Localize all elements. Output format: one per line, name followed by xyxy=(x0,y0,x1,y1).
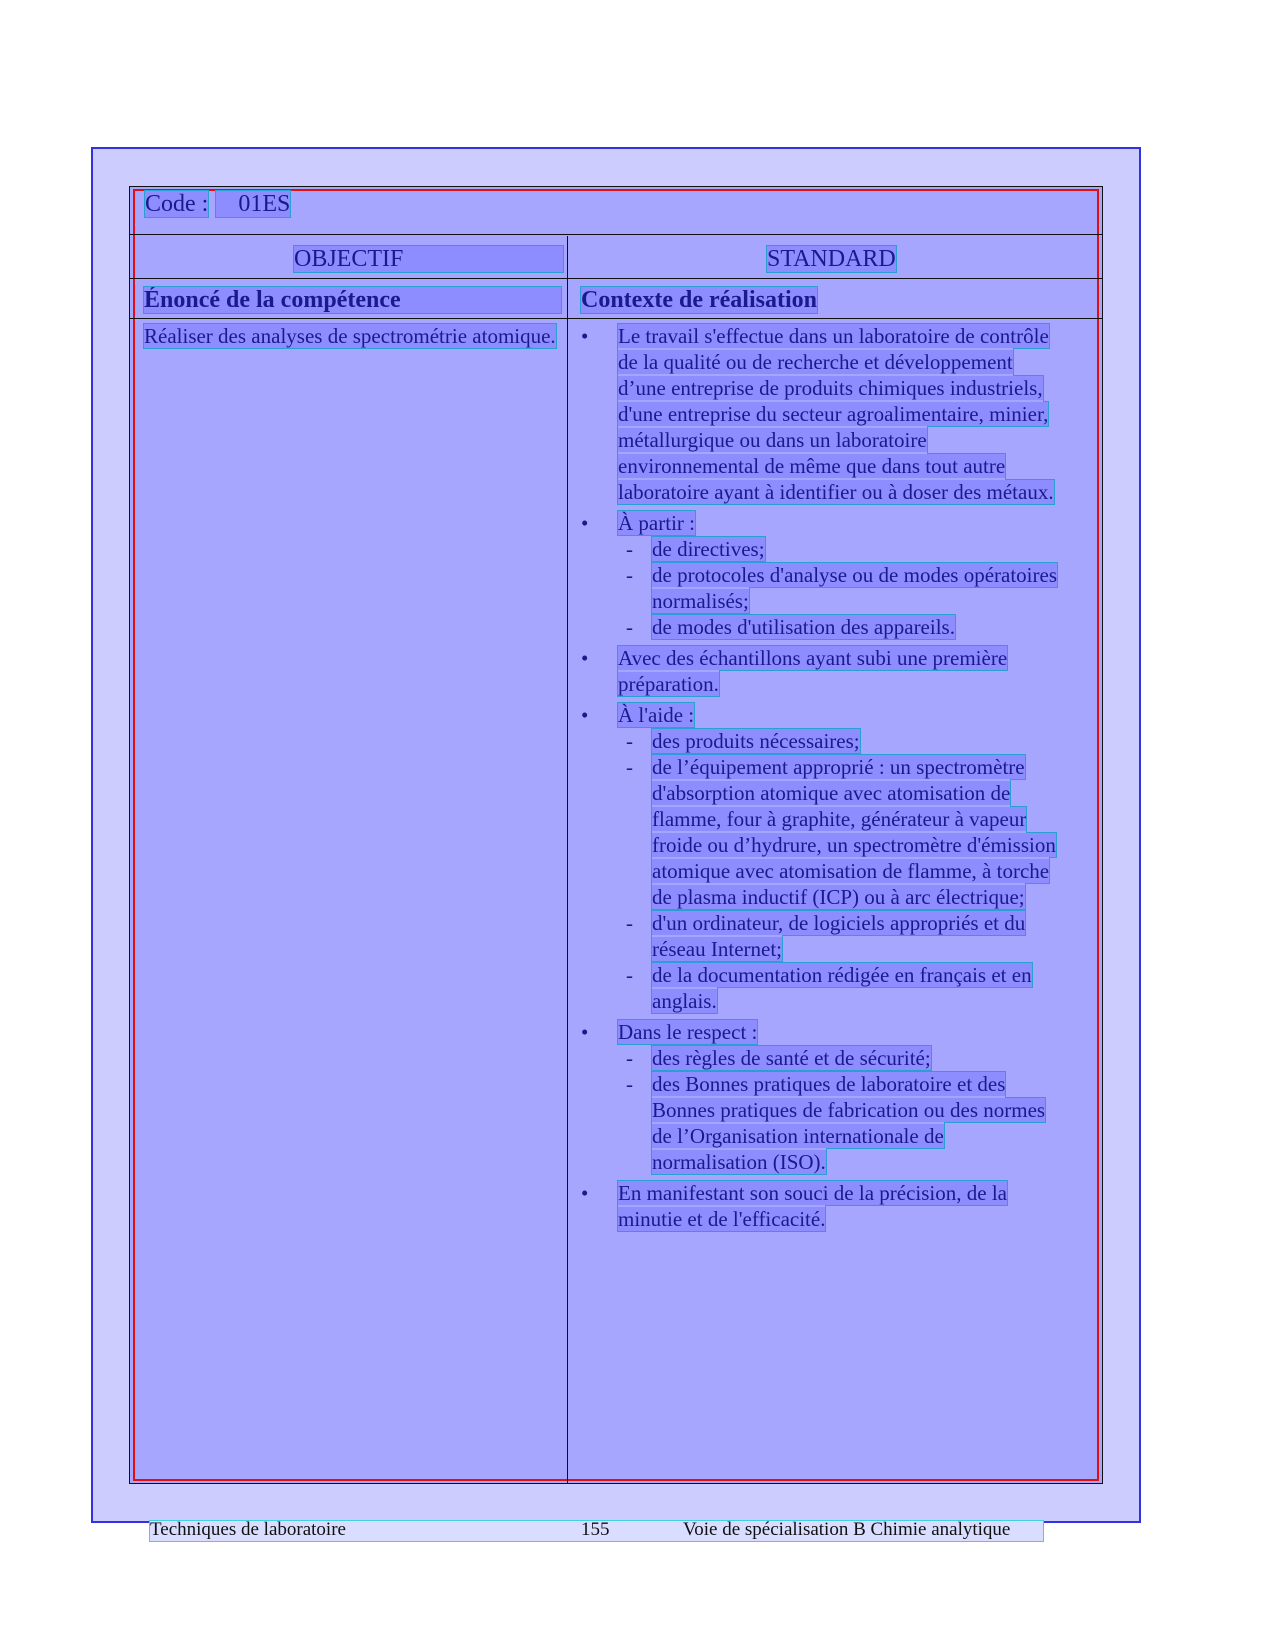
context-sub-item xyxy=(581,562,1061,614)
dash-icon: - xyxy=(626,755,633,779)
bullet-text: À l'aide : xyxy=(618,703,695,727)
sub-item-text: des produits nécessaires; xyxy=(652,729,860,753)
context-sub-item xyxy=(581,754,1061,910)
dash-icon: - xyxy=(626,615,633,639)
bullet-text: Le travail s'effectue dans un laboratoire de contrôle de la qualité ou de recherche et développement d’une entreprise de produits chimiques industriels, d'une entreprise du secteur agroalimentaire, minier, métallurgique ou dans un laboratoire environnemental de même que dans tout autre laboratoire ayant à identifier ou à doser des métaux. xyxy=(618,324,1054,504)
context-sub-item xyxy=(581,1045,1061,1071)
bullet-icon: • xyxy=(581,511,589,535)
dash-icon: - xyxy=(626,911,633,935)
sub-item-text: des règles de santé et de sécurité; xyxy=(652,1046,931,1070)
bullet-text: En manifestant son souci de la précision, de la minutie et de l'efficacité. xyxy=(618,1181,1007,1231)
table-rule xyxy=(129,318,1103,319)
contexte-header xyxy=(581,285,817,315)
sub-item-text: des Bonnes pratiques de laboratoire et des Bonnes pratiques de fabrication ou des normes de l’Organisation internationale de normalisation (ISO). xyxy=(652,1072,1046,1174)
footer-right: Voie de spécialisation B Chimie analytique xyxy=(683,1519,1011,1540)
objectif-label: OBJECTIF xyxy=(294,246,563,272)
context-sub-item xyxy=(581,1071,1061,1175)
sub-item-text: d'un ordinateur, de logiciels appropriés et du réseau Internet; xyxy=(652,911,1026,961)
context-bullet xyxy=(581,510,1061,536)
dash-icon: - xyxy=(626,563,633,587)
context-sub-item xyxy=(581,910,1061,962)
code-label: Code : xyxy=(145,191,209,217)
context-bullet xyxy=(581,702,1061,728)
table-rule xyxy=(129,234,1103,235)
context-bullet xyxy=(581,323,1061,505)
bullet-icon: • xyxy=(581,703,589,727)
bullet-text: Avec des échantillons ayant subi une première préparation. xyxy=(618,646,1008,696)
context-sub-item xyxy=(581,728,1061,754)
contexte-label: Contexte de réalisation xyxy=(581,287,817,313)
enonce-label: Énoncé de la compétence xyxy=(144,287,561,313)
objectif-header xyxy=(294,244,563,274)
sub-item-text: de l’équipement approprié : un spectromètre d'absorption atomique avec atomisation de flamme, four à graphite, générateur à vapeur froide ou d’hydrure, un spectromètre d'émission atomique avec atomisation de flamme, à torche de plasma inductif (ICP) ou à arc électrique; xyxy=(652,755,1056,909)
context-bullet xyxy=(581,645,1061,697)
standard-label: STANDARD xyxy=(767,246,896,272)
context-sub-item xyxy=(581,614,1061,640)
table-rule xyxy=(129,278,1103,279)
competence-text: Réaliser des analyses de spectrométrie atomique. xyxy=(144,324,556,348)
bullet-icon: • xyxy=(581,324,589,348)
bullet-icon: • xyxy=(581,1181,589,1205)
enonce-header xyxy=(144,285,561,315)
column-divider xyxy=(567,236,568,1484)
competence-statement xyxy=(144,323,564,350)
bullet-icon: • xyxy=(581,1020,589,1044)
sub-item-text: de protocoles d'analyse ou de modes opératoires normalisés; xyxy=(652,563,1057,613)
context-sub-item xyxy=(581,536,1061,562)
code-line xyxy=(145,188,290,220)
dash-icon: - xyxy=(626,1072,633,1096)
bullet-text: À partir : xyxy=(618,511,695,535)
dash-icon: - xyxy=(626,963,633,987)
sub-item-text: de la documentation rédigée en français et en anglais. xyxy=(652,963,1032,1013)
code-value: 01ES xyxy=(216,191,290,217)
context-sub-item xyxy=(581,962,1061,1014)
sub-item-text: de directives; xyxy=(652,537,765,561)
context-list xyxy=(581,323,1061,1237)
dash-icon: - xyxy=(626,537,633,561)
context-bullet xyxy=(581,1019,1061,1045)
context-bullet xyxy=(581,1180,1061,1232)
bullet-icon: • xyxy=(581,646,589,670)
page-number: 155 xyxy=(581,1519,610,1540)
dash-icon: - xyxy=(626,1046,633,1070)
standard-header xyxy=(767,244,896,274)
dash-icon: - xyxy=(626,729,633,753)
sub-item-text: de modes d'utilisation des appareils. xyxy=(652,615,955,639)
bullet-text: Dans le respect : xyxy=(618,1020,758,1044)
footer-left: Techniques de laboratoire xyxy=(150,1519,346,1540)
